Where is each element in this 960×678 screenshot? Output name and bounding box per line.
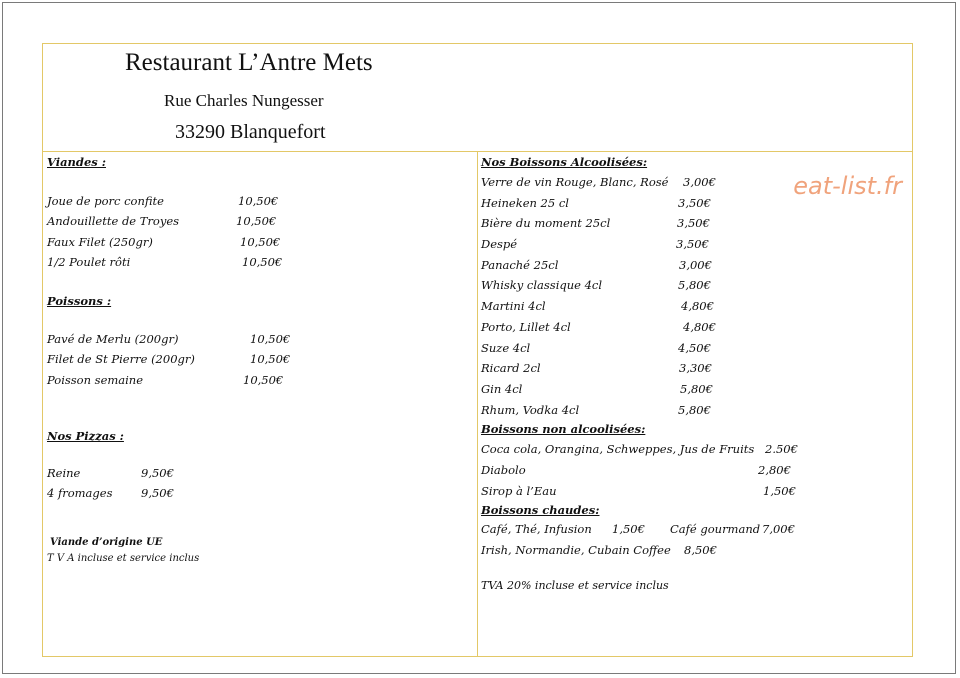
item-price: 5,80€ xyxy=(678,278,711,292)
section-title-chaudes: Boissons chaudes: xyxy=(481,503,600,517)
item-name: Sirop à l’Eau xyxy=(481,484,557,498)
item-name: 1/2 Poulet rôti xyxy=(47,255,131,269)
item-price: 10,50€ xyxy=(250,352,291,366)
item-name: Martini 4cl xyxy=(481,299,546,313)
item-price: 10,50€ xyxy=(240,235,281,249)
item-name: Gin 4cl xyxy=(481,382,523,396)
item-name: Despé xyxy=(481,237,518,251)
item-price: 7,00€ xyxy=(762,522,795,536)
section-title-sans-alcool: Boissons non alcoolisées: xyxy=(481,422,646,436)
item-price: 4,80€ xyxy=(683,320,716,334)
item-name: Café, Thé, Infusion xyxy=(481,522,592,536)
section-title-poissons: Poissons : xyxy=(47,294,112,308)
item-name: Rhum, Vodka 4cl xyxy=(481,403,580,417)
section-title-viandes: Viandes : xyxy=(47,155,106,169)
item-name: Faux Filet (250gr) xyxy=(47,235,153,249)
item-name: Filet de St Pierre (200gr) xyxy=(47,352,195,366)
tva-note: TVA 20% incluse et service inclus xyxy=(481,579,669,592)
item-price: 3,50€ xyxy=(676,237,709,251)
section-title-pizzas: Nos Pizzas : xyxy=(47,429,124,443)
restaurant-name: Restaurant L’Antre Mets xyxy=(125,49,373,76)
item-price: 3,50€ xyxy=(678,196,711,210)
item-price: 10,50€ xyxy=(242,255,283,269)
item-name: Irish, Normandie, Cubain Coffee xyxy=(481,543,671,557)
item-price: 9,50€ xyxy=(141,486,174,500)
origin-note: Viande d’origine UE xyxy=(50,537,163,548)
item-price: 10,50€ xyxy=(236,214,277,228)
item-price: 4,80€ xyxy=(681,299,714,313)
item-name: Porto, Lillet 4cl xyxy=(481,320,571,334)
menu-card xyxy=(42,43,913,657)
menu-header xyxy=(43,44,912,152)
item-price: 10,50€ xyxy=(243,373,284,387)
item-price: 4,50€ xyxy=(678,341,711,355)
item-name: Heineken 25 cl xyxy=(481,196,569,210)
item-price: 5,80€ xyxy=(678,403,711,417)
item-price: 3,00€ xyxy=(679,258,712,272)
item-name: Coca cola, Orangina, Schweppes, Jus de Fruits xyxy=(481,442,755,456)
item-name: Poisson semaine xyxy=(47,373,144,387)
restaurant-street: Rue Charles Nungesser xyxy=(164,91,324,110)
item-price: 10,50€ xyxy=(250,332,291,346)
item-price: 2,80€ xyxy=(758,463,791,477)
item-price: 5,80€ xyxy=(680,382,713,396)
item-name: Pavé de Merlu (200gr) xyxy=(47,332,179,346)
item-name: Café gourmand xyxy=(670,522,761,536)
item-name: Ricard 2cl xyxy=(481,361,541,375)
item-name: Diabolo xyxy=(481,463,526,477)
item-price: 3,50€ xyxy=(677,216,710,230)
item-name: Suze 4cl xyxy=(481,341,531,355)
item-price: 3,30€ xyxy=(679,361,712,375)
item-price: 2.50€ xyxy=(765,442,798,456)
column-divider xyxy=(477,151,478,656)
item-price: 1,50€ xyxy=(612,522,645,536)
watermark: eat-list.fr xyxy=(793,172,902,200)
item-name: Bière du moment 25cl xyxy=(481,216,611,230)
item-price: 8,50€ xyxy=(684,543,717,557)
item-name: Andouillette de Troyes xyxy=(47,214,180,228)
tva-note: T V A incluse et service inclus xyxy=(47,553,200,564)
item-name: Reine xyxy=(47,466,81,480)
item-name: Whisky classique 4cl xyxy=(481,278,603,292)
item-price: 1,50€ xyxy=(763,484,796,498)
item-name: Panaché 25cl xyxy=(481,258,559,272)
item-name: Verre de vin Rouge, Blanc, Rosé xyxy=(481,175,669,189)
item-price: 10,50€ xyxy=(238,194,279,208)
item-price: 3,00€ xyxy=(683,175,716,189)
item-name: 4 fromages xyxy=(47,486,113,500)
item-price: 9,50€ xyxy=(141,466,174,480)
restaurant-city: 33290 Blanquefort xyxy=(175,121,326,143)
section-title-alcool: Nos Boissons Alcoolisées: xyxy=(481,155,648,169)
item-name: Joue de porc confite xyxy=(47,194,164,208)
